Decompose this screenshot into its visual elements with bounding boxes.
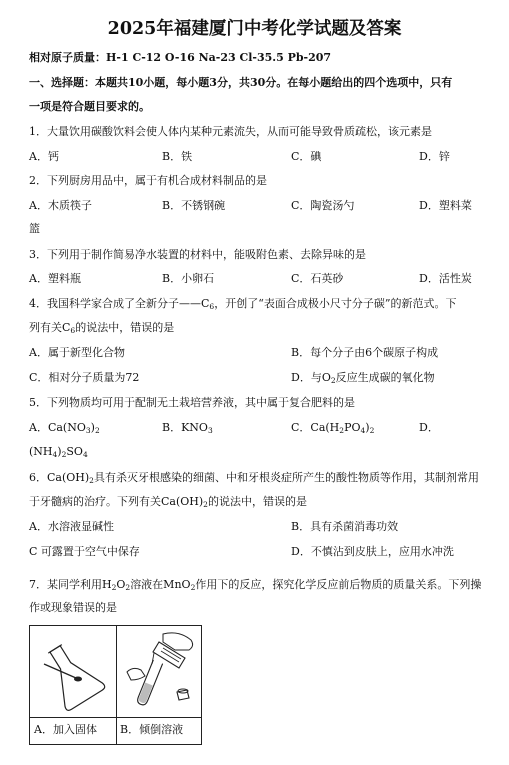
q6-option-c: C 可露置于空气中保存 [29, 545, 140, 558]
q2-stem: 2．下列厨房用品中，属于有机合成材料制品的是 [29, 174, 267, 187]
page-title: 2025年福建厦门中考化学试题及答案 [107, 19, 402, 39]
atomic-mass-line: 相对原子质量：H-1 C-12 O-16 Na-23 Cl-35.5 Pb-207 [29, 51, 332, 64]
q5-option-b: B．$KNO_3$ [162, 421, 213, 435]
q6-option-a: A．水溶液显碱性 [29, 520, 114, 533]
q3-option-d: D．活性炭 [419, 272, 472, 285]
q3-option-a: A．塑料瓶 [29, 272, 81, 285]
q1-option-b: B．铁 [162, 150, 193, 163]
q7-figure-table [29, 625, 202, 745]
q1-option-a: A．钙 [29, 150, 59, 163]
q2-option-b: B．不锈钢碗 [162, 199, 226, 212]
q7-stem-line2: 作或现象错误的是 [29, 601, 117, 614]
q6-stem-line1: 6．$Ca(OH)_2$具有杀灭牙根感染的细菌、中和牙根炎症所产生的酸性物质等作用，其制剂常用 [29, 471, 479, 485]
q4-option-c: C．相对分子质量为72 [29, 371, 140, 384]
q7-stem-line1: 7．某同学利用$H_2O_2$溶液在MnO$_2$作用下的反应，探究化学反应前后物质的质量关系。下列操 [29, 578, 482, 592]
q2-option-c: C．陶瓷汤勺 [291, 199, 355, 212]
q6-option-b: B．具有杀菌消毒功效 [291, 520, 399, 533]
q5-option-a: A．$Ca(NO_3)_2$ [29, 421, 100, 435]
section-heading-line1: 一、选择题：本题共10小题，每小题3分，共30分。在每小题给出的四个选项中，只有 [29, 76, 453, 89]
figure-caption-b: B．倾倒溶液 [120, 723, 184, 736]
q2-option-d-continued: 篮 [29, 222, 40, 235]
q5-option-d-formula: $(NH_4)_2SO_4$ [29, 445, 88, 459]
q2-option-a: A．木质筷子 [29, 199, 92, 212]
q5-option-c: C．$Ca(H_2PO_4)_2$ [291, 421, 375, 435]
q1-stem: 1．大量饮用碳酸饮料会使人体内某种元素流失，从而可能导致骨质疏松，该元素是 [29, 125, 432, 138]
q1-option-c: C．碘 [291, 150, 322, 163]
q3-option-b: B．小卵石 [162, 272, 215, 285]
q4-stem-line1: 4．我国科学家合成了全新分子$——C_6$，开创了“表面合成极小尺寸分子碳”的新范式。下 [29, 297, 457, 311]
section-heading-line2: 一项是符合题目要求的。 [29, 100, 150, 113]
q4-stem-line2: 列有关$C_6$的说法中，错误的是 [29, 321, 175, 335]
q5-option-d: D． [419, 421, 439, 434]
q4-option-b: B．每个分子由6个碳原子构成 [291, 346, 439, 359]
pouring-solution-illustration [119, 628, 201, 714]
figure-caption-a: A．加入固体 [34, 723, 97, 736]
q1-option-d: D．锌 [419, 150, 450, 163]
q4-option-d: D．与$O_2$反应生成碳的氧化物 [291, 371, 435, 385]
q4-option-a: A．属于新型化合物 [29, 346, 125, 359]
q5-stem: 5．下列物质均可用于配制无土栽培营养液，其中属于复合肥料的是 [29, 396, 355, 409]
q6-option-d: D．不慎沾到皮肤上，应用水冲洗 [291, 545, 454, 558]
q3-stem: 3．下列用于制作简易净水装置的材料中，能吸附色素、去除异味的是 [29, 248, 366, 261]
flask-adding-solid-illustration [32, 628, 114, 714]
q6-stem-line2: 于牙髓病的治疗。下列有关$Ca(OH)_2$的说法中，错误的是 [29, 495, 307, 509]
q2-option-d: D．塑料菜 [419, 199, 472, 212]
q3-option-c: C．石英砂 [291, 272, 344, 285]
